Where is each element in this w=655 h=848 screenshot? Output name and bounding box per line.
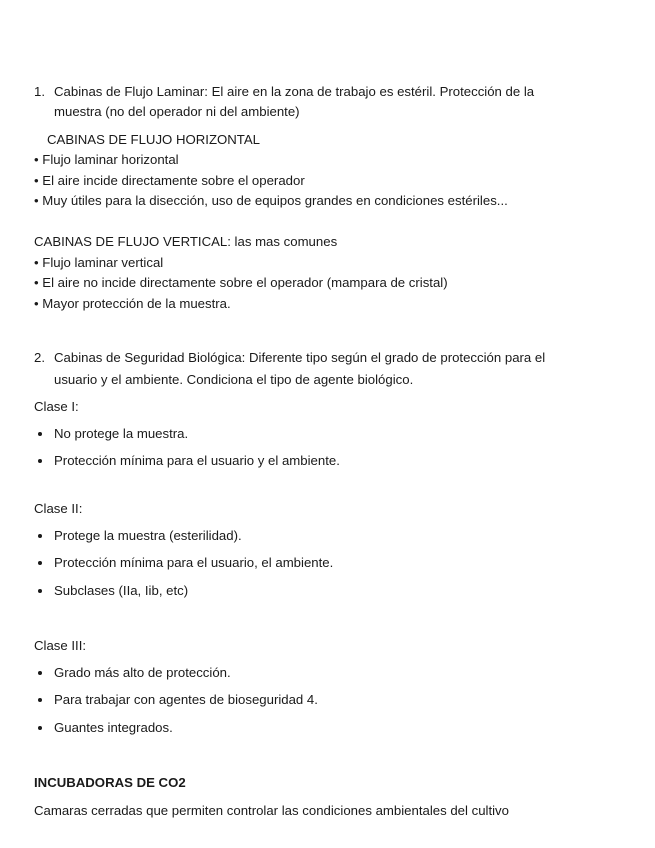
horizontal-item-2: • El aire incide directamente sobre el operador <box>34 173 305 188</box>
bullet-dot <box>38 698 42 702</box>
section2-line1: Cabinas de Seguridad Biológica: Diferente tipo según el grado de protección para el <box>54 350 546 365</box>
vertical-item-3: • Mayor protección de la muestra. <box>34 296 231 311</box>
class3-heading: Clase III: <box>34 638 87 653</box>
vertical-item-2: • El aire no incide directamente sobre el operador (mampara de cristal) <box>34 275 448 290</box>
section2-line2: usuario y el ambiente. Condiciona el tipo de agente biológico. <box>54 372 414 387</box>
class2-item-2: Protección mínima para el usuario, el ambiente. <box>54 555 334 570</box>
class2-item-1: Protege la muestra (esterilidad). <box>54 528 242 543</box>
bullet-dot <box>38 534 42 538</box>
vertical-item-1: • Flujo laminar vertical <box>34 255 164 270</box>
incubators-text: Camaras cerradas que permiten controlar las condiciones ambientales del cultivo <box>34 803 509 818</box>
class2-item-3: Subclases (IIa, Iib, etc) <box>54 583 189 598</box>
class3-item-3: Guantes integrados. <box>54 720 173 735</box>
horizontal-item-1: • Flujo laminar horizontal <box>34 152 179 167</box>
class1-heading: Clase I: <box>34 399 79 414</box>
bullet-dot <box>38 432 42 436</box>
section1-line2: muestra (no del operador ni del ambiente) <box>54 104 300 119</box>
bullet-dot <box>38 561 42 565</box>
bullet-dot <box>38 726 42 730</box>
class1-item-2: Protección mínima para el usuario y el ambiente. <box>54 453 340 468</box>
horizontal-item-3: • Muy útiles para la disección, uso de equipos grandes en condiciones estériles... <box>34 193 508 208</box>
class2-heading: Clase II: <box>34 501 83 516</box>
section1-line1: Cabinas de Flujo Laminar: El aire en la zona de trabajo es estéril. Protección de la <box>54 84 535 99</box>
incubators-heading: INCUBADORAS DE CO2 <box>34 775 186 790</box>
bullet-dot <box>38 589 42 593</box>
horizontal-heading: CABINAS DE FLUJO HORIZONTAL <box>47 132 260 147</box>
class3-item-2: Para trabajar con agentes de bioseguridad 4. <box>54 692 318 707</box>
vertical-heading: CABINAS DE FLUJO VERTICAL: las mas comunes <box>34 234 338 249</box>
section1-number: 1. <box>34 84 45 99</box>
class3-item-1: Grado más alto de protección. <box>54 665 231 680</box>
bullet-dot <box>38 671 42 675</box>
section2-number: 2. <box>34 350 45 365</box>
bullet-dot <box>38 459 42 463</box>
class1-item-1: No protege la muestra. <box>54 426 189 441</box>
